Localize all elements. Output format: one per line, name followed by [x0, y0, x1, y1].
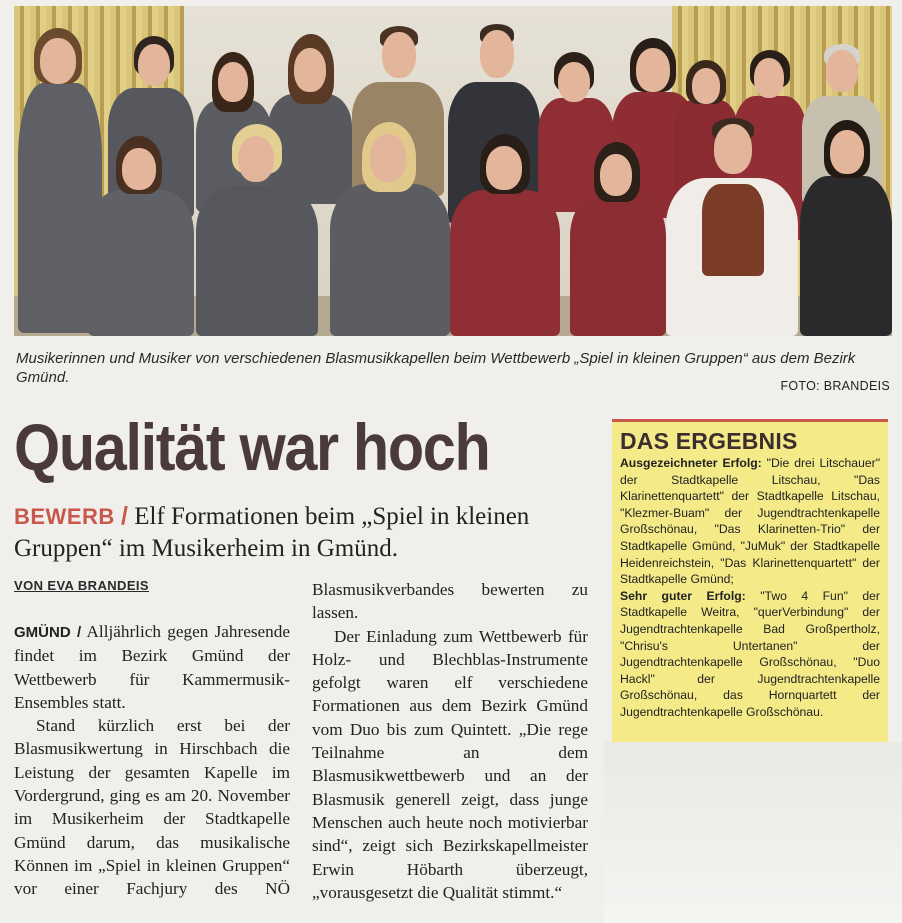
photo-caption: Musikerinnen und Musiker von verschiedenen Blasmusikkapellen beim Wettbewerb „Spiel in kleinen Gruppen“ aus dem Bezirk Gmünd. — [16, 350, 856, 386]
dateline: GMÜND — [14, 624, 71, 641]
result-very-good — [612, 588, 888, 721]
article-paragraph-1: GMÜND / Alljährlich gegen Jahresende findet im Bezirk Gmünd der Wettbewerb für Kammermusik-Ensembles statt. — [14, 622, 290, 712]
article-column-1 — [14, 620, 290, 901]
article-column-2 — [312, 578, 588, 904]
photo-credit: FOTO: BRANDEIS — [780, 379, 890, 393]
group-photo — [14, 6, 892, 336]
subhead-separator: / — [121, 502, 128, 530]
result-excellent-label: Ausgezeichneter Erfolg: — [620, 456, 762, 470]
person — [446, 134, 564, 336]
person — [86, 136, 196, 336]
result-very-good-text: "Two 4 Fun" der Stadtkapelle Weitra, "querVerbindung" der Jugendtrachtenkapelle Bad Großpertholz, "Chrisu's Untertanen" der Jugendtrachtenkapelle Großschönau, "Duo Hackl" der Jugendtrachtenkapelle Großschönau, das Hornquartett der Jugendtrachtenkapelle Großschönau. — [620, 588, 880, 719]
person — [326, 122, 454, 336]
faded-area — [604, 742, 902, 923]
person — [798, 120, 892, 336]
article-paragraph-2: Stand kürzlich erst bei der Blasmusikwertung in Hirschbach die Leistung der gesamten Kapelle im Vordergrund, ging es am 20. November im Musikerheim der Stadtkapelle Gmünd darum, das musikalische Können im „Spiel in kleinen Gruppen“ vor einer Fachjury des NÖ — [14, 716, 290, 899]
byline: VON EVA BRANDEIS — [14, 578, 149, 593]
subhead-kicker: BEWERB — [14, 504, 115, 529]
article-paragraph-2-cont: Blasmusikverbandes bewerten zu lassen. — [312, 580, 588, 623]
paragraph-1-text: Alljährlich gegen Jahresende findet im Bezirk Gmünd der Wettbewerb für Kammermusik-Ensembles statt. — [14, 622, 290, 712]
result-excellent-text: "Die drei Litschauer" der Stadtkapelle Litschau, "Das Klarinettenquartett" der Stadtkapelle Litschau, "Klezmer-Buam" der Jugendtrachtenkapelle Großschönau, "Das Klarinetten-Trio" der Stadtkapelle Gmünd, "JuMuk" der Stadtkapelle Heidenreichstein, "Das Klarinettenquartett" der Stadtkapelle Gmünd; — [620, 456, 881, 587]
result-excellent — [612, 455, 888, 588]
sidebar-title: DAS ERGEBNIS — [620, 428, 798, 454]
person — [192, 124, 322, 336]
person — [662, 118, 802, 336]
person — [566, 142, 670, 336]
results-sidebar — [612, 419, 888, 742]
result-very-good-label: Sehr guter Erfolg: — [620, 588, 746, 603]
subhead-text: Elf Formationen beim „Spiel in kleinen Gruppen“ im Musikerheim in Gmünd. — [14, 503, 530, 562]
subheadline — [14, 500, 594, 565]
headline: Qualität war hoch — [14, 410, 490, 484]
article-paragraph-3: Der Einladung zum Wettbewerb für Holz- und Blechblas-Instrumente gefolgt waren elf verschiedene Formationen aus dem Bezirk Gmünd vom Duo bis zum Quintett. „Die rege Teilnahme an dem Blasmusikwettbewerb und an der Blasmusik generell zeigt, dass junge Menschen auch heute noch motivierbar sind“, zeigt sich Bezirkskapellmeister Erwin Höbarth überzeugt, „vorausgesetzt die Qualität stimmt.“ — [312, 626, 588, 902]
